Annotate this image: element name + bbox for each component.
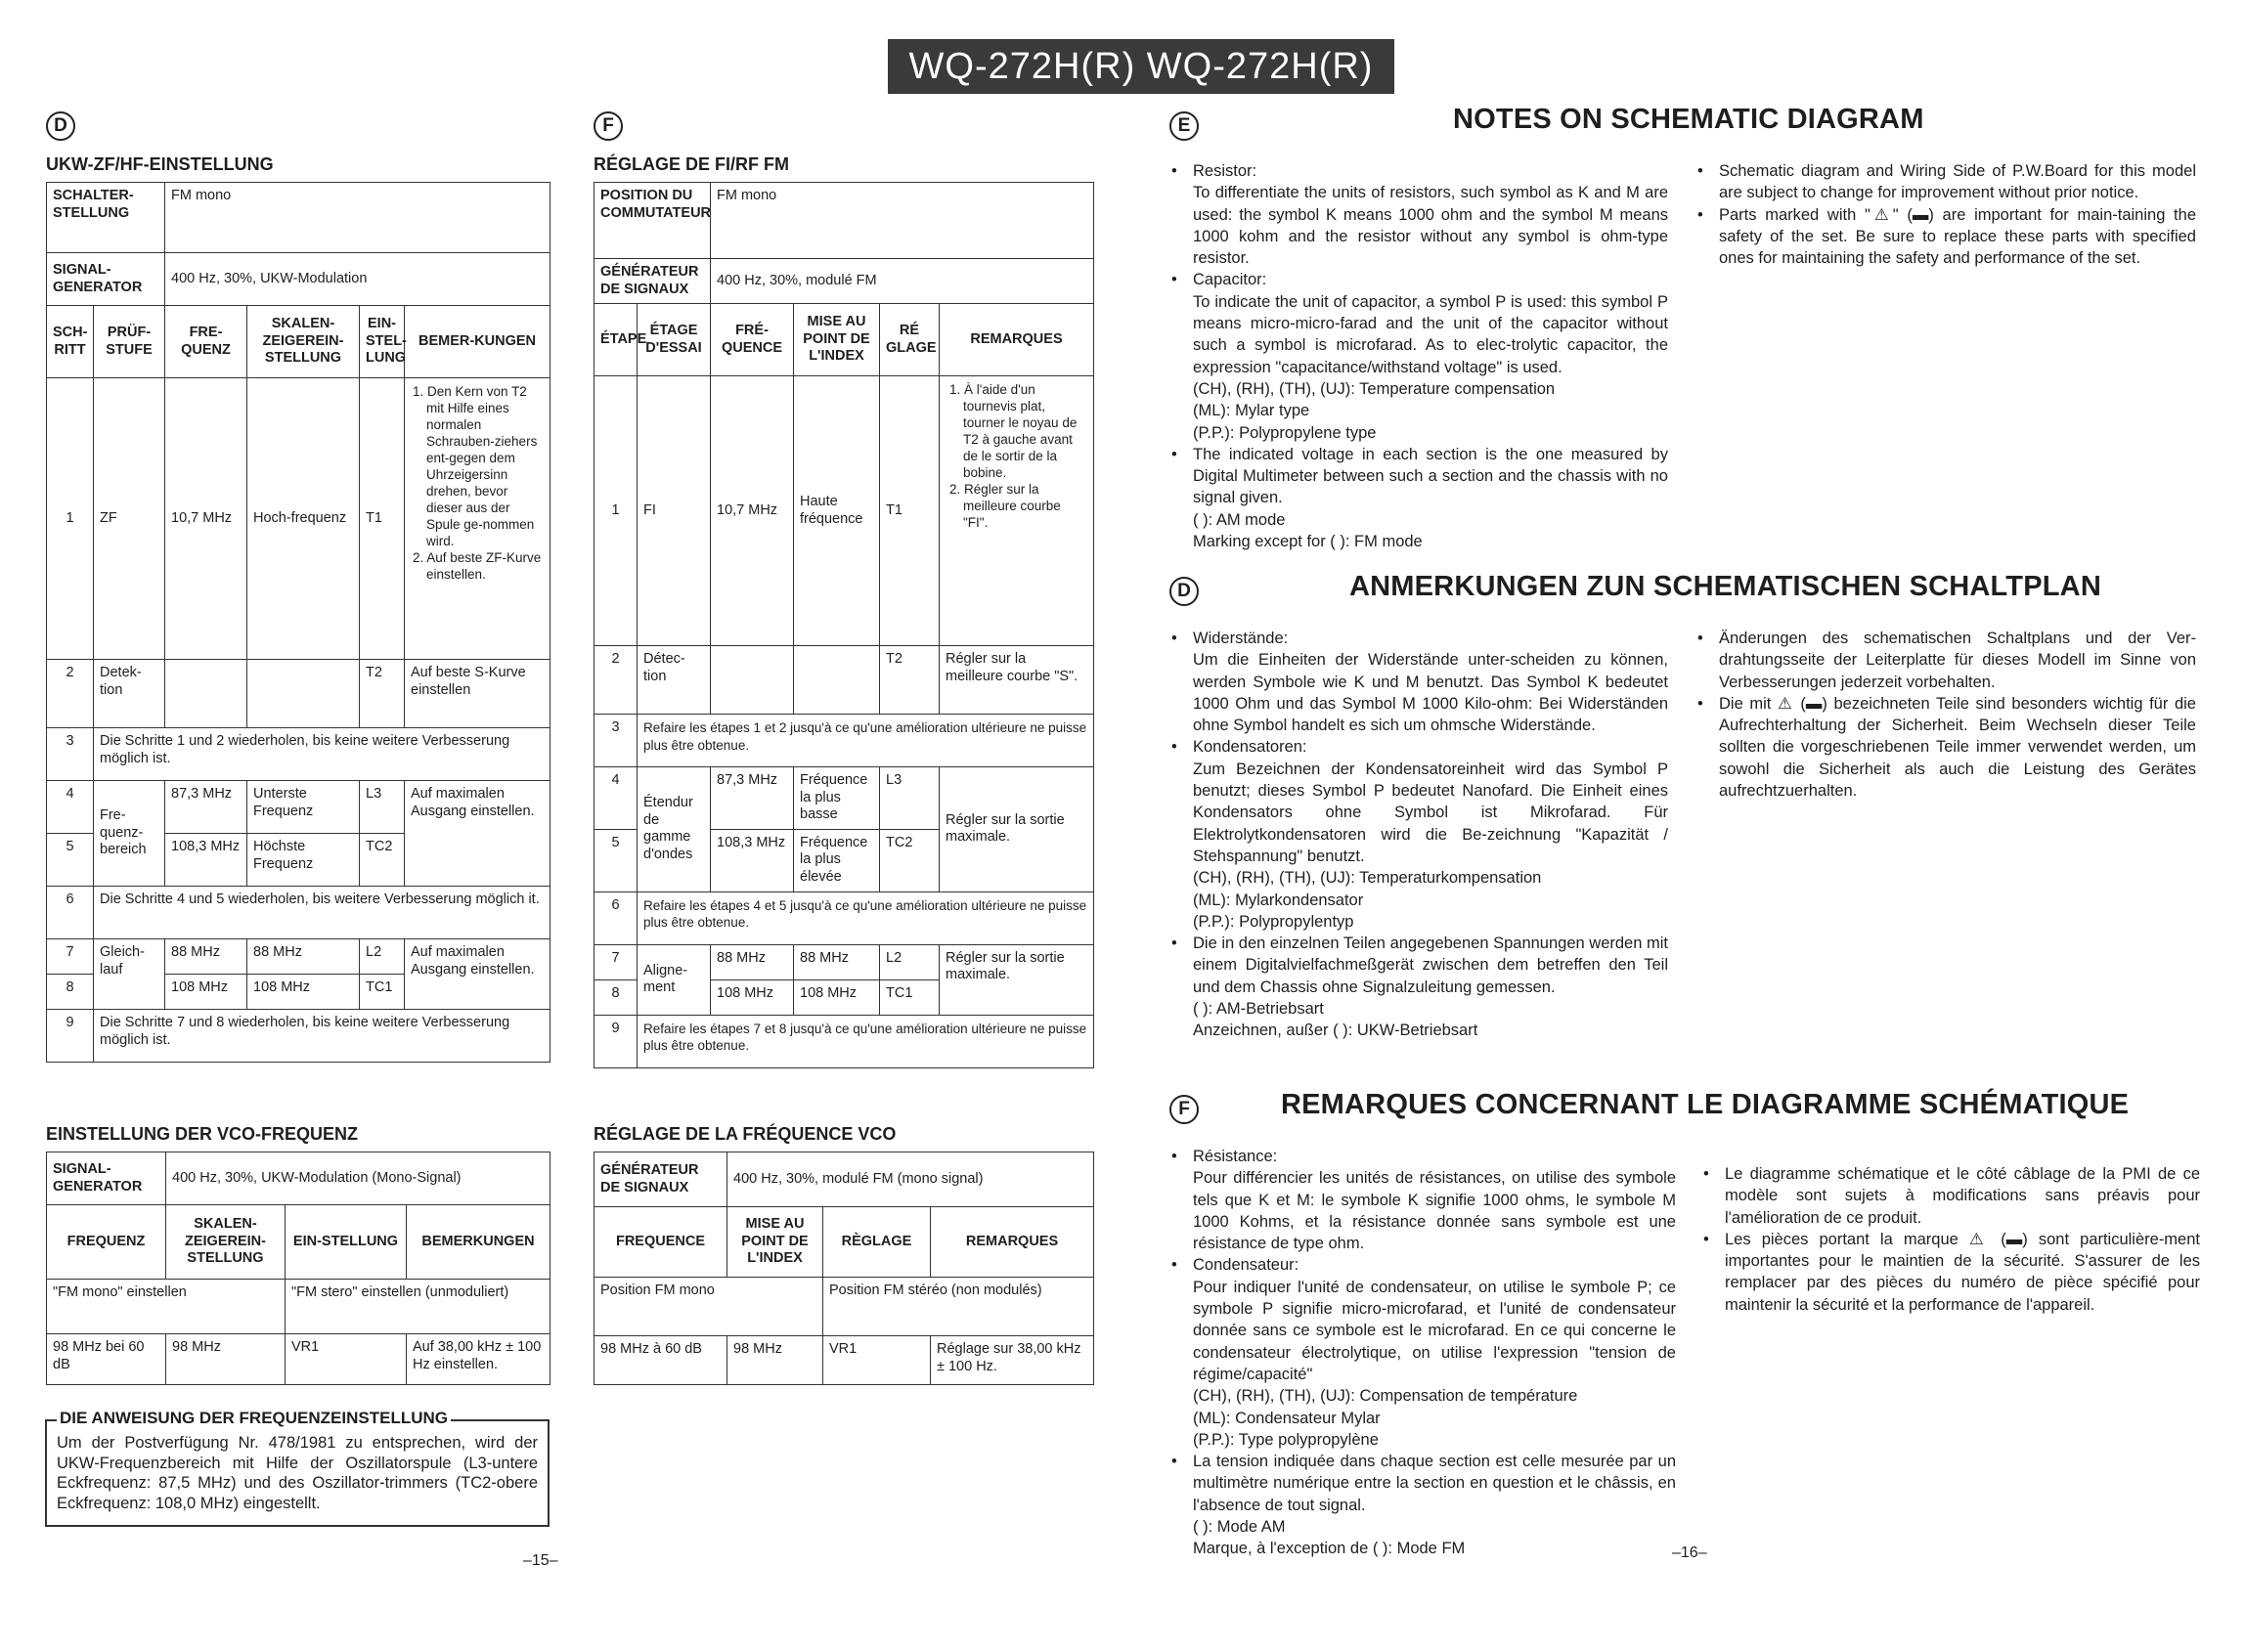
- table-cell: Régler sur la sortie maximale.: [940, 944, 1094, 1015]
- table-cell: Étendur de gamme d'ondes: [638, 767, 711, 892]
- table-cell: TC1: [360, 975, 405, 1010]
- table-cell: 10,7 MHz: [711, 376, 794, 646]
- step-number: 2: [47, 660, 94, 728]
- notes-fr-left-column: [1166, 1146, 1676, 1560]
- instruction-text: Um der Postverfügung Nr. 478/1981 zu entsprechen, wird der UKW-Frequenzbereich mit Hilfe der Oszillatorspule (L3-untere Eckfrequenz: 87,5 MHz) und des Oszillator-trimmers (TC2-obere Eckfrequenz: 108,0 MHz) eingestellt.: [57, 1434, 538, 1512]
- step-number: 9: [47, 1010, 94, 1063]
- note-text: Anzeichnen, außer ( ): UKW-Betriebsart: [1193, 1022, 1478, 1040]
- frequency-instruction-box: [45, 1409, 550, 1527]
- remark-line: 2. Régler sur la meilleure courbe "FI".: [949, 482, 1061, 530]
- table-cell: T1: [880, 376, 940, 646]
- table-cell: 88 MHz: [711, 944, 794, 979]
- table-cell: Fréquence la plus basse: [794, 767, 880, 830]
- step-number: 3: [47, 728, 94, 781]
- note-text: Marking except for ( ): FM mode: [1193, 533, 1423, 551]
- model-title-banner: WQ-272H(R) WQ-272H(R): [888, 39, 1394, 94]
- note-bullet: • Änderungen des schematischen Schaltplans und der Ver-drahtungsseite der Leiterplatte für dieses Modell im Sinne von Verbesserungen jederzeit vorbehalten.: [1692, 628, 2196, 693]
- page-number-right: –16–: [1672, 1544, 1707, 1561]
- column-header: SKALEN-ZEIGEREIN-STELLUNG: [247, 306, 360, 378]
- note-text: To differentiate the units of resistors, such symbol as K and M are used: the symbol K means 1000 ohm and the symbol M means 1000 kohm and the resistor without any symbol is ohm-type resistor.: [1193, 184, 1668, 268]
- table-cell: Haute fréquence: [794, 376, 880, 646]
- column-header: FRE-QUENZ: [165, 306, 247, 378]
- table-cell: Hoch-frequenz: [247, 378, 360, 660]
- section-marker-d: D: [46, 111, 75, 141]
- table-cell: 108,3 MHz: [711, 829, 794, 891]
- table-cell: Réglage sur 38,00 kHz ± 100 Hz.: [931, 1336, 1094, 1385]
- note-text: Marque, à l'exception de ( ): Mode FM: [1193, 1540, 1466, 1558]
- table-cell: Auf 38,00 kHz ± 100 Hz einstellen.: [407, 1334, 550, 1385]
- table-cell: 108 MHz: [247, 975, 360, 1010]
- page-number-left: –15–: [523, 1552, 558, 1569]
- table-cell: L3: [880, 767, 940, 830]
- table-cell: Die Schritte 7 und 8 wiederholen, bis keine weitere Verbesserung möglich ist.: [94, 1010, 550, 1063]
- table-cell: Régler sur la meilleure courbe "S".: [940, 646, 1094, 715]
- table-cell: Fre-quenz-bereich: [94, 781, 165, 887]
- table-cell: Unterste Frequenz: [247, 781, 360, 834]
- column-header: ÉTAGE D'ESSAI: [638, 304, 711, 376]
- table-cell: Régler sur la sortie maximale.: [940, 767, 1094, 892]
- table-cell: T1: [360, 378, 405, 660]
- table-cell: 108 MHz: [711, 979, 794, 1015]
- notes-fr-heading: REMARQUES CONCERNANT LE DIAGRAMME SCHÉMATIQUE: [1281, 1089, 2130, 1120]
- position-label: POSITION DU COMMUTATEUR: [594, 183, 711, 259]
- remarks-cell: [940, 376, 1094, 646]
- table-cell: 87,3 MHz: [711, 767, 794, 830]
- step-number: 3: [594, 715, 638, 767]
- step-number: 2: [594, 646, 638, 715]
- column-header: FRÉ-QUENCE: [711, 304, 794, 376]
- step-number: 7: [594, 944, 638, 979]
- table-cell: L2: [360, 939, 405, 975]
- note-text: (CH), (RH), (TH), (UJ): Compensation de température: [1193, 1387, 1578, 1406]
- note-text: ( ): AM-Betriebsart: [1193, 1000, 1324, 1019]
- table-cell: Auf maximalen Ausgang einstellen.: [405, 939, 550, 1010]
- step-number: 7: [47, 939, 94, 975]
- signal-value: 400 Hz, 30%, UKW-Modulation (Mono-Signal): [166, 1152, 550, 1205]
- column-header: REMARQUES: [931, 1207, 1094, 1278]
- table-cell: Detek-tion: [94, 660, 165, 728]
- column-header: RÈGLAGE: [823, 1207, 931, 1278]
- note-text: Pour différencier les unités de résistances, on utilise des symbole tels que K et M: le symbole K signifie 1000 ohms, le symbole M 1000 Kohms, et la résistance donnée sans symbole est une résistance de type ohm.: [1193, 1169, 1676, 1253]
- table-cell: VR1: [823, 1336, 931, 1385]
- note-text: (P.P.): Type polypropylène: [1193, 1430, 1379, 1449]
- signal-value: 400 Hz, 30%, UKW-Modulation: [165, 253, 550, 306]
- section-marker-d: D: [1169, 577, 1199, 606]
- note-bullet: • Die mit ⚠ (▬) bezeichneten Teile sind besonders wichtig für die Aufrechterhaltung der Sicherheit. Beim Wechseln dieser Teile sollten die vorgeschriebenen Teile immer verwendet werden, um sowohl die Sicherheit als auch die Leistung des Gerätes aufrechtzuerhalten.: [1692, 693, 2196, 802]
- table-cell: Die Schritte 4 und 5 wiederholen, bis weitere Verbesserung möglich it.: [94, 887, 550, 939]
- column-header: BEMERKUNGEN: [407, 1205, 550, 1280]
- column-header: EIN-STEL-LUNG: [360, 306, 405, 378]
- note-text: To indicate the unit of capacitor, a symbol P is used: this symbol P means micro-micro-farad and the unit of the capacitor without such a symbol is microfarad. As to elec-trolytic capacitor, the expression "capacitance/withstand voltage" is used.: [1193, 292, 1668, 376]
- note-bullet: • The indicated voltage in each section is the one measured by Digital Multimeter between such a section and the chassis with no signal given.: [1166, 444, 1668, 509]
- note-bullet: • Die in den einzelnen Teilen angegebenen Spannungen werden mit einem Digitalvielfachmeßgerät zwischen dem betreffen den Teil und dem Chassis ohne Signalzuleitung gemessen.: [1166, 933, 1668, 998]
- de-vco-title: EINSTELLUNG DER VCO-FREQUENZ: [46, 1124, 359, 1144]
- table-cell: Aligne-ment: [638, 944, 711, 1015]
- step-number: 6: [594, 891, 638, 944]
- column-header: REMARQUES: [940, 304, 1094, 376]
- note-bullet: • Condensateur:: [1166, 1254, 1676, 1276]
- table-cell: 98 MHz bei 60 dB: [47, 1334, 166, 1385]
- column-header: MISE AU POINT DE L'INDEX: [727, 1207, 823, 1278]
- note-bullet: • La tension indiquée dans chaque section est celle mesurée par un multimètre numérique entre la section en question et le châssis, en l'absence de tout signal.: [1166, 1451, 1676, 1516]
- table-cell: L3: [360, 781, 405, 834]
- table-cell: Position FM stéréo (non modulés): [823, 1278, 1094, 1336]
- fr-table-title: RÉGLAGE DE FI/RF FM: [594, 154, 789, 174]
- step-number: 8: [594, 979, 638, 1015]
- table-cell: Gleich-lauf: [94, 939, 165, 1010]
- note-bullet: • Schematic diagram and Wiring Side of P.W.Board for this model are subject to change for improvement without prior notice.: [1692, 160, 2196, 204]
- note-text: ( ): AM mode: [1193, 510, 1286, 529]
- section-marker-e: E: [1169, 111, 1199, 141]
- remark-line: 2. Auf beste ZF-Kurve einstellen.: [413, 550, 542, 582]
- table-cell: FI: [638, 376, 711, 646]
- note-bullet: • Résistance:: [1166, 1146, 1676, 1167]
- table-cell: Auf beste S-Kurve einstellen: [405, 660, 550, 728]
- table-cell: "FM mono" einstellen: [47, 1280, 286, 1334]
- note-bullet: • Parts marked with "⚠" (▬) are important for main-taining the safety of the set. Be sure to replace these parts with specified ones for maintaining the safety and performance of the set.: [1692, 204, 2196, 270]
- schalter-value: FM mono: [165, 183, 550, 253]
- note-text: Um die Einheiten der Widerstände unter-scheiden zu können, werden Symbole wie K und M benutzt. Das Symbol K bedeutet 1000 Ohm und das Symbol M 1000 Kilo-ohm: Bei Widerständen ohne Symbol handelt es sich um ohmsche Widerstände.: [1193, 651, 1668, 735]
- notes-en-left-column: [1166, 160, 1668, 552]
- note-text: (ML): Condensateur Mylar: [1193, 1409, 1381, 1427]
- note-bullet: • Capacitor:: [1166, 269, 1668, 290]
- notes-fr-right-column: [1697, 1163, 2200, 1316]
- step-number: 5: [47, 834, 94, 887]
- note-text: Pour indiquer l'unité de condensateur, on utilise le symbole P; ce symbole P signifie micro-microfarad, et l'unité de condensateur donnée sans ce symbole est le microfarad. En ce qui concerne le condensateur électrolytique, on utilise l'expression "tension de régime/capacité": [1193, 1278, 1676, 1383]
- note-bullet: • Kondensatoren:: [1166, 736, 1668, 758]
- table-cell: 87,3 MHz: [165, 781, 247, 834]
- note-text: (CH), (RH), (TH), (UJ): Temperaturkompensation: [1193, 869, 1542, 888]
- table-cell: Refaire les étapes 7 et 8 jusqu'à ce qu'une amélioration ultérieure ne puisse plus être obtenue.: [638, 1015, 1094, 1067]
- table-cell: Refaire les étapes 1 et 2 jusqu'à ce qu'une amélioration ultérieure ne puisse plus être obtenue.: [638, 715, 1094, 767]
- note-text: ( ): Mode AM: [1193, 1518, 1286, 1537]
- step-number: 9: [594, 1015, 638, 1067]
- table-cell: 98 MHz: [166, 1334, 286, 1385]
- fr-vco-table: [594, 1152, 1094, 1385]
- table-cell: L2: [880, 944, 940, 979]
- column-header: FREQUENZ: [47, 1205, 166, 1280]
- section-marker-f: F: [1169, 1095, 1199, 1124]
- note-text: (CH), (RH), (TH), (UJ): Temperature compensation: [1193, 379, 1556, 398]
- remark-line: 1. Den Kern von T2 mit Hilfe eines normalen Schrauben-ziehers ent-gegen dem Uhrzeigersinn drehen, bevor dieser aus der Spule ge-nommen wird.: [413, 384, 538, 548]
- table-cell: 108 MHz: [794, 979, 880, 1015]
- step-number: 4: [47, 781, 94, 834]
- table-cell: 88 MHz: [794, 944, 880, 979]
- instruction-title: DIE ANWEISUNG DER FREQUENZEINSTELLUNG: [57, 1409, 451, 1429]
- note-bullet: • Resistor:: [1166, 160, 1668, 182]
- column-header: FREQUENCE: [594, 1207, 727, 1278]
- note-text: (P.P.): Polypropylene type: [1193, 423, 1377, 442]
- generator-value: 400 Hz, 30%, modulé FM (mono signal): [727, 1152, 1094, 1207]
- signal-label: SIGNAL-GENERATOR: [47, 253, 165, 306]
- column-header: SKALEN-ZEIGEREIN-STELLUNG: [166, 1205, 286, 1280]
- remark-line: 1. À l'aide d'un tournevis plat, tourner le noyau de T2 à gauche avant de le sortir de la bobine.: [949, 382, 1078, 480]
- table-cell: ZF: [94, 378, 165, 660]
- notes-de-left-column: [1166, 628, 1668, 1042]
- de-vco-table: [46, 1152, 550, 1385]
- table-cell: T2: [880, 646, 940, 715]
- step-number: 4: [594, 767, 638, 830]
- note-bullet: • Le diagramme schématique et le côté câblage de la PMI de ce modèle sont sujets à modifications sans préavis pour l'amélioration de ce produit.: [1697, 1163, 2200, 1229]
- note-bullet: • Les pièces portant la marque ⚠ (▬) sont particulière-ment importantes pour le maintien de la sécurité. S'assurer de les remplacer par des pièces du numéro de pièce spécifié pour maintenir la sécurité et la performance de l'appareil.: [1697, 1229, 2200, 1316]
- step-number: 1: [594, 376, 638, 646]
- generator-value: 400 Hz, 30%, modulé FM: [711, 259, 1094, 304]
- fr-alignment-table: [594, 182, 1094, 1068]
- schalter-label: SCHALTER-STELLUNG: [47, 183, 165, 253]
- note-text: (ML): Mylarkondensator: [1193, 891, 1364, 909]
- table-cell: T2: [360, 660, 405, 728]
- fr-vco-title: RÉGLAGE DE LA FRÉQUENCE VCO: [594, 1124, 897, 1144]
- note-bullet: • Widerstände:: [1166, 628, 1668, 649]
- table-cell: Auf maximalen Ausgang einstellen.: [405, 781, 550, 887]
- table-cell: TC2: [880, 829, 940, 891]
- step-number: 6: [47, 887, 94, 939]
- table-cell: 88 MHz: [165, 939, 247, 975]
- note-text: (ML): Mylar type: [1193, 402, 1310, 420]
- table-cell: TC1: [880, 979, 940, 1015]
- notes-en-right-column: [1692, 160, 2196, 269]
- table-cell: Die Schritte 1 und 2 wiederholen, bis keine weitere Verbesserung möglich ist.: [94, 728, 550, 781]
- step-number: 8: [47, 975, 94, 1010]
- column-header: PRÜF-STUFE: [94, 306, 165, 378]
- signal-label: SIGNAL-GENERATOR: [47, 1152, 166, 1205]
- table-cell: 10,7 MHz: [165, 378, 247, 660]
- column-header: ÉTAPE: [594, 304, 638, 376]
- table-cell: Détec-tion: [638, 646, 711, 715]
- column-header: EIN-STELLUNG: [286, 1205, 407, 1280]
- column-header: BEMER-KUNGEN: [405, 306, 550, 378]
- de-table-title: UKW-ZF/HF-EINSTELLUNG: [46, 154, 274, 174]
- step-number: 1: [47, 378, 94, 660]
- notes-de-right-column: [1692, 628, 2196, 802]
- de-alignment-table: [46, 182, 550, 1063]
- table-cell: Refaire les étapes 4 et 5 jusqu'à ce qu'une amélioration ultérieure ne puisse plus être obtenue.: [638, 891, 1094, 944]
- table-cell: 108,3 MHz: [165, 834, 247, 887]
- table-cell: Höchste Frequenz: [247, 834, 360, 887]
- notes-de-heading: ANMERKUNGEN ZUN SCHEMATISCHEN SCHALTPLAN: [1349, 571, 2101, 602]
- generator-label: GÉNÉRATEUR DE SIGNAUX: [594, 1152, 727, 1207]
- table-cell: 98 MHz à 60 dB: [594, 1336, 727, 1385]
- table-cell: 108 MHz: [165, 975, 247, 1010]
- column-header: SCH-RITT: [47, 306, 94, 378]
- generator-label: GÉNÉRATEUR DE SIGNAUX: [594, 259, 711, 304]
- position-value: FM mono: [711, 183, 1094, 259]
- note-text: Zum Bezeichnen der Kondensatoreinheit wird das Symbol P benutzt; dieses Symbol P bedeutet Nanofard. Die Einheit eines Kondensators ohne Symbol ist Mikrofarad. Für Elektrolytkondensatoren wird die Be-zeichnung "Kapazität / Stehspannung" benutzt.: [1193, 760, 1668, 865]
- table-cell: TC2: [360, 834, 405, 887]
- table-cell: 98 MHz: [727, 1336, 823, 1385]
- section-marker-f: F: [594, 111, 623, 141]
- remarks-cell: [405, 378, 550, 660]
- step-number: 5: [594, 829, 638, 891]
- note-text: (P.P.): Polypropylentyp: [1193, 912, 1354, 931]
- table-cell: 88 MHz: [247, 939, 360, 975]
- table-cell: Fréquence la plus élevée: [794, 829, 880, 891]
- table-cell: Position FM mono: [594, 1278, 823, 1336]
- notes-en-heading: NOTES ON SCHEMATIC DIAGRAM: [1453, 104, 1924, 135]
- table-cell: "FM stero" einstellen (unmoduliert): [286, 1280, 550, 1334]
- column-header: MISE AU POINT DE L'INDEX: [794, 304, 880, 376]
- table-cell: VR1: [286, 1334, 407, 1385]
- column-header: RÉ GLAGE: [880, 304, 940, 376]
